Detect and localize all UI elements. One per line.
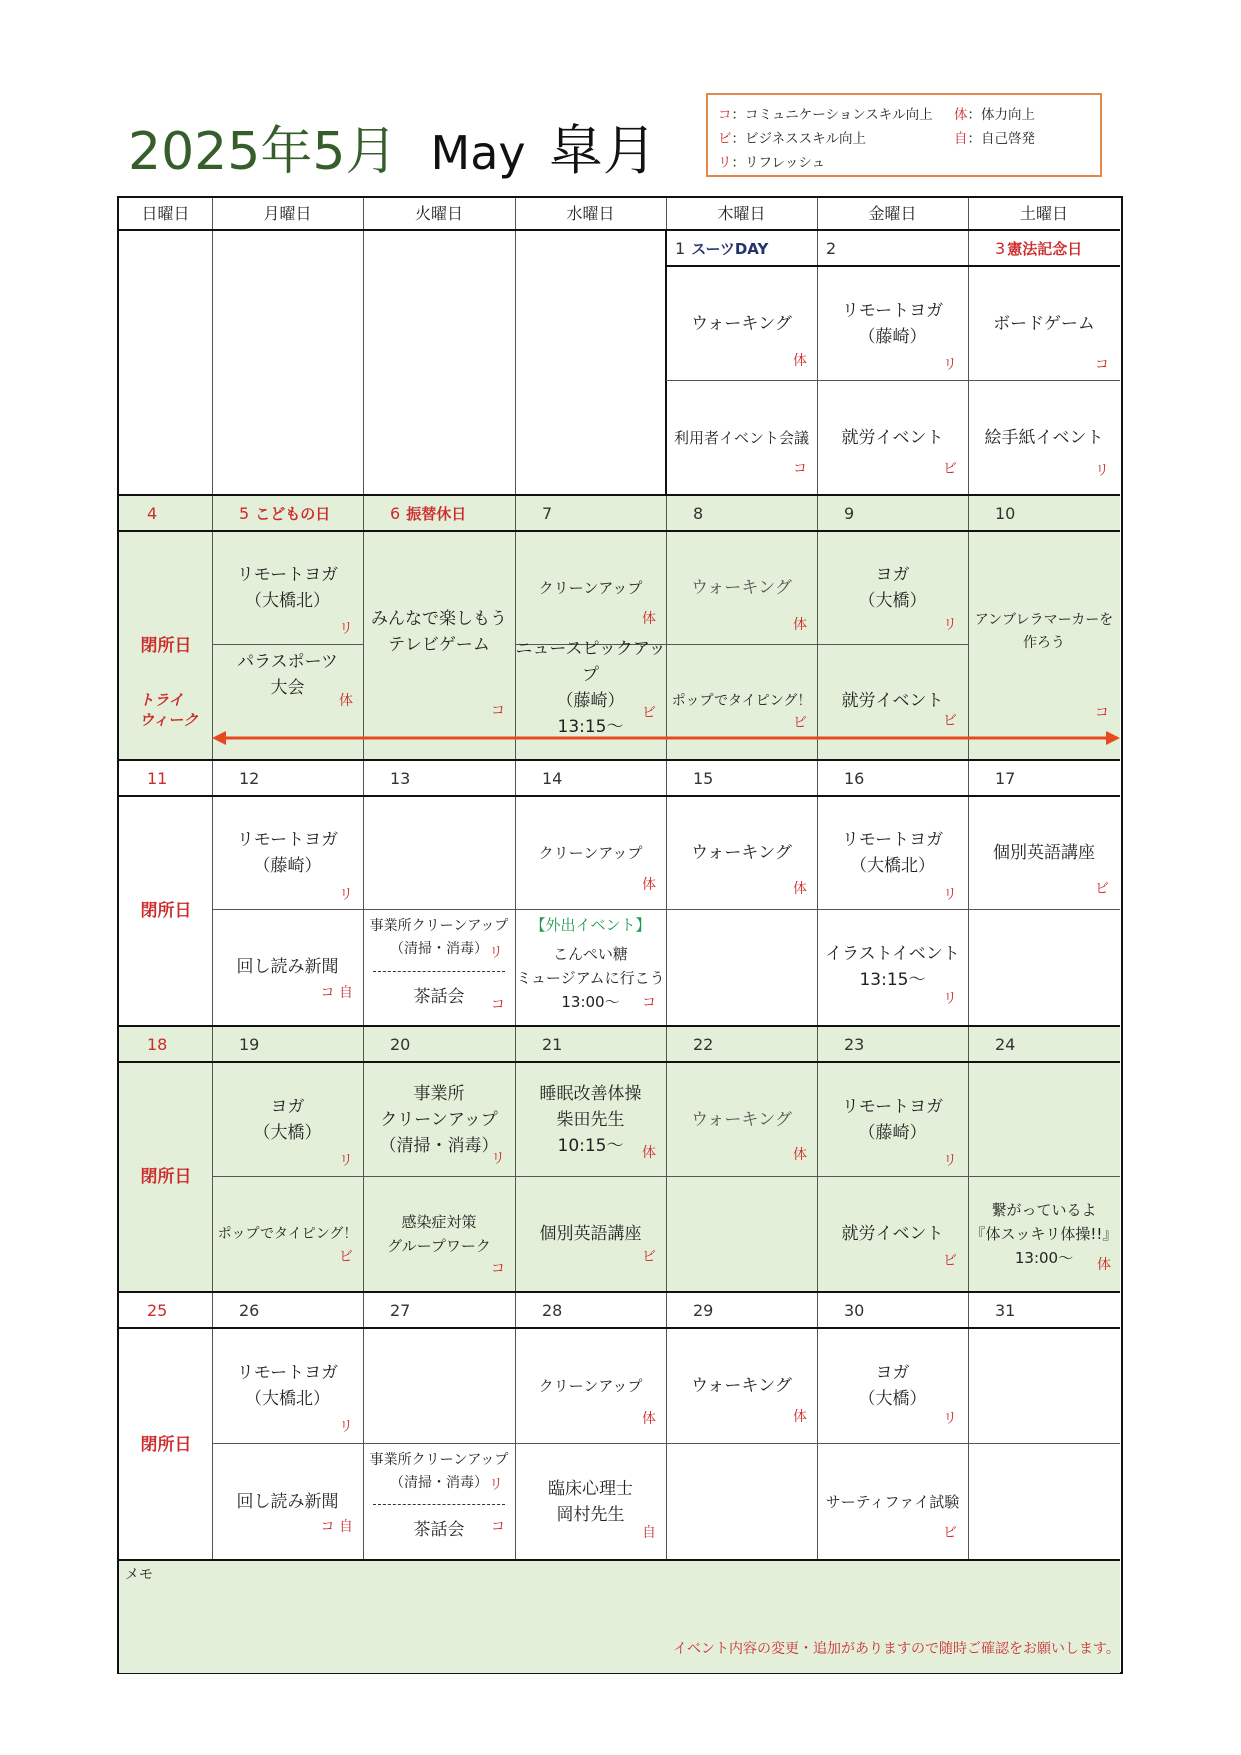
event-item: 茶話会 [413, 1520, 465, 1540]
day-number: 1 スーツDAY [675, 239, 769, 258]
notice-text: イベント内容の変更・追加がありますので随時ご確認をお願いします。 [673, 1641, 1120, 1657]
event-item: 繋がっているよ 『体スッキリ体操!!』 13:00～ [970, 1201, 1118, 1267]
day-number: 22 [693, 1035, 714, 1054]
category-tag: 体 [642, 611, 656, 627]
category-tag: リ [489, 945, 503, 961]
day-number: 4 [147, 504, 158, 523]
day-number: 25 [147, 1301, 168, 1320]
day-number: 23 [844, 1035, 865, 1054]
event-item: ヨガ （大橋） [253, 1096, 322, 1143]
title-kanji: 皐月 [548, 119, 657, 182]
day-label: スーツDAY [691, 240, 769, 258]
day-number: 11 [147, 769, 168, 788]
event-item: ウォーキング [691, 1376, 792, 1396]
category-tag: 自 [642, 1525, 656, 1541]
weekday-header: 木曜日 [717, 204, 766, 223]
event-item: 感染症対策 グループワーク [387, 1213, 491, 1255]
category-tag: 体 [642, 1411, 656, 1427]
legend-item: 体：体力向上 [954, 107, 1035, 123]
category-tag: コ [491, 703, 505, 719]
category-tag: ビ [339, 1249, 353, 1265]
day-number: 17 [995, 769, 1016, 788]
event-item: クリーンアップ [538, 579, 643, 597]
category-tag: コ [491, 1519, 505, 1535]
weekday-header: 月曜日 [263, 204, 312, 223]
holiday-label: 憲法記念日 [1007, 240, 1083, 258]
category-tag: ビ [642, 1249, 656, 1265]
event-item: サーティファイ試験 [825, 1492, 960, 1511]
closed-day-label: 閉所日 [140, 901, 192, 921]
event-item: 個別英語講座 [993, 843, 1095, 863]
category-tag: ビ [1095, 881, 1109, 897]
legend-item: 自：自己啓発 [954, 131, 1035, 147]
outing-event-title: 【外出イベント】 [530, 916, 651, 934]
event-item: ニュースピックアップ （藤崎） 13:15～ [515, 639, 666, 737]
category-tag: リ [491, 1151, 505, 1167]
day-number: 21 [542, 1035, 563, 1054]
event-item: みんなで楽しもう テレビゲーム [371, 609, 507, 655]
day-number: 27 [390, 1301, 411, 1320]
category-tag: 体 [793, 353, 807, 369]
category-tag: 体 [642, 877, 656, 893]
day-number: 15 [693, 769, 714, 788]
day-number: 5 こどもの日 [239, 504, 331, 523]
day-number: 9 [844, 504, 855, 523]
legend-box [706, 93, 1102, 177]
day-number: 16 [844, 769, 865, 788]
event-item: 就労イベント [841, 427, 944, 448]
event-item: 回し読み新聞 [236, 957, 339, 977]
category-tag: リ [943, 357, 957, 373]
category-tag: 体 [793, 1409, 807, 1425]
event-item: 回し読み新聞 [236, 1491, 339, 1512]
event-item: リモートヨガ （藤崎） [841, 1096, 944, 1143]
day-number: 7 [542, 504, 553, 523]
event-item: クリーンアップ [538, 1377, 643, 1395]
category-tag: ビ [943, 461, 957, 477]
title-year-month: 2025年5月 [128, 122, 398, 182]
day-number: 28 [542, 1301, 563, 1320]
category-tag: コ [793, 461, 807, 477]
day-number: 24 [995, 1035, 1016, 1054]
category-tag: コ [1095, 357, 1109, 373]
legend-item: リ：リフレッシュ [718, 155, 826, 171]
day-number: 14 [542, 769, 563, 788]
event-item: ウォーキング [691, 1109, 792, 1130]
event-item: リモートヨガ （大橋北） [236, 565, 339, 611]
day-number: 19 [239, 1035, 260, 1054]
category-tag: リ [339, 1153, 353, 1169]
day-number: 29 [693, 1301, 714, 1320]
category-tag: リ [943, 991, 957, 1007]
day-number: 26 [239, 1301, 260, 1320]
event-item: アンブレラマーカーを 作ろう [974, 612, 1114, 651]
category-tag: リ [943, 1153, 957, 1169]
event-item: ウォーキング [691, 843, 792, 863]
memo-label: メモ [125, 1567, 153, 1583]
category-tag: 体 [642, 1145, 656, 1161]
category-tag: リ [943, 617, 957, 633]
trial-week-arrow [212, 726, 1120, 750]
category-tag: リ [943, 1411, 957, 1427]
day-number: 31 [995, 1301, 1016, 1320]
event-item: 事業所クリーンアップ （清掃・消毒） [369, 1452, 509, 1491]
weekday-header: 水曜日 [566, 204, 615, 223]
event-item: 絵手紙イベント [984, 427, 1104, 448]
category-tag: コ [491, 1261, 505, 1277]
closed-day-label: 閉所日 [140, 636, 192, 656]
category-tag: 体 [793, 881, 807, 897]
event-item: 就労イベント [841, 691, 944, 711]
weekday-header: 土曜日 [1019, 204, 1068, 223]
day-number: 12 [239, 769, 260, 788]
day-number: 18 [147, 1035, 168, 1054]
day-number: 10 [995, 504, 1016, 523]
category-tag: ビ [642, 705, 656, 721]
legend-item: ビ：ビジネススキル向上 [718, 131, 866, 147]
event-item: 就労イベント [841, 1224, 944, 1244]
day-number: 30 [844, 1301, 865, 1320]
category-tag: リ [1095, 463, 1109, 479]
event-item: ウォーキング [691, 313, 792, 334]
closed-day-label: 閉所日 [140, 1435, 192, 1455]
category-tag: ビ [943, 713, 957, 729]
event-item: ボードゲーム [993, 313, 1095, 334]
event-item: ポップでタイピング！ [217, 1225, 358, 1242]
event-item: こんぺい糖 ミュージアムに行こう 13:00～ [516, 945, 665, 1011]
category-tag: コ [1095, 705, 1109, 721]
event-item: イラストイベント 13:15～ [825, 944, 960, 990]
category-tag: ビ [943, 1525, 957, 1541]
event-item: ポップでタイピング！ [671, 692, 812, 709]
event-item: 利用者イベント会議 [673, 428, 809, 447]
weekday-header: 火曜日 [414, 204, 463, 223]
category-tag: 体 [339, 693, 353, 709]
day-number: 8 [693, 504, 704, 523]
category-tag: リ [339, 1419, 353, 1435]
category-tag: コ [491, 997, 505, 1013]
category-tag: ビ [943, 1253, 957, 1269]
day-number: 3 憲法記念日 [995, 239, 1083, 258]
event-item: 茶話会 [413, 987, 465, 1007]
calendar-table [117, 196, 1123, 1674]
category-tag: リ [489, 1477, 503, 1493]
event-item: 事業所クリーンアップ （清掃・消毒） [369, 918, 509, 957]
event-item: リモートヨガ （大橋北） [841, 830, 944, 876]
event-item: ヨガ （大橋） [858, 1363, 927, 1409]
page-title [128, 108, 657, 182]
category-tag: 体 [793, 617, 807, 633]
event-item: ウォーキング [691, 578, 792, 598]
event-item: ヨガ （大橋） [858, 565, 927, 611]
day-number: 20 [390, 1035, 411, 1054]
category-tag: コ 自 [320, 1519, 353, 1535]
category-tag: リ [339, 621, 353, 637]
event-item: 睡眠改善体操 柴田先生 10:15～ [539, 1083, 642, 1156]
category-tag: リ [943, 887, 957, 903]
day-number: 13 [390, 769, 411, 788]
event-item: 個別英語講座 [539, 1224, 642, 1244]
event-item: クリーンアップ [538, 844, 643, 862]
day-number: 6 振替休日 [390, 504, 467, 523]
category-tag: リ [339, 887, 353, 903]
day-number: 2 [826, 239, 837, 258]
weekday-header: 日曜日 [141, 204, 190, 223]
event-item: リモートヨガ （藤崎） [841, 300, 944, 347]
trial-week-label: トライ ウィーク [139, 691, 199, 729]
category-tag: コ 自 [320, 985, 353, 1001]
weekday-header: 金曜日 [868, 204, 917, 223]
event-item: パラスポーツ 大会 [237, 652, 338, 698]
category-tag: ビ [793, 715, 807, 731]
event-item: 事業所 クリーンアップ （清掃・消毒） [379, 1083, 499, 1156]
title-english: May [430, 126, 526, 180]
closed-day-label: 閉所日 [140, 1167, 192, 1187]
category-tag: コ [642, 995, 656, 1011]
holiday-label: こどもの日 [255, 505, 331, 523]
event-item: リモートヨガ （大橋北） [236, 1363, 339, 1409]
holiday-label: 振替休日 [406, 505, 467, 523]
category-tag: 体 [793, 1147, 807, 1163]
event-item: リモートヨガ （藤崎） [236, 830, 339, 876]
legend-item: コ：コミュニケーションスキル向上 [718, 107, 933, 123]
category-tag: 体 [1097, 1257, 1111, 1273]
event-item: 臨床心理士 岡村先生 [548, 1478, 633, 1525]
